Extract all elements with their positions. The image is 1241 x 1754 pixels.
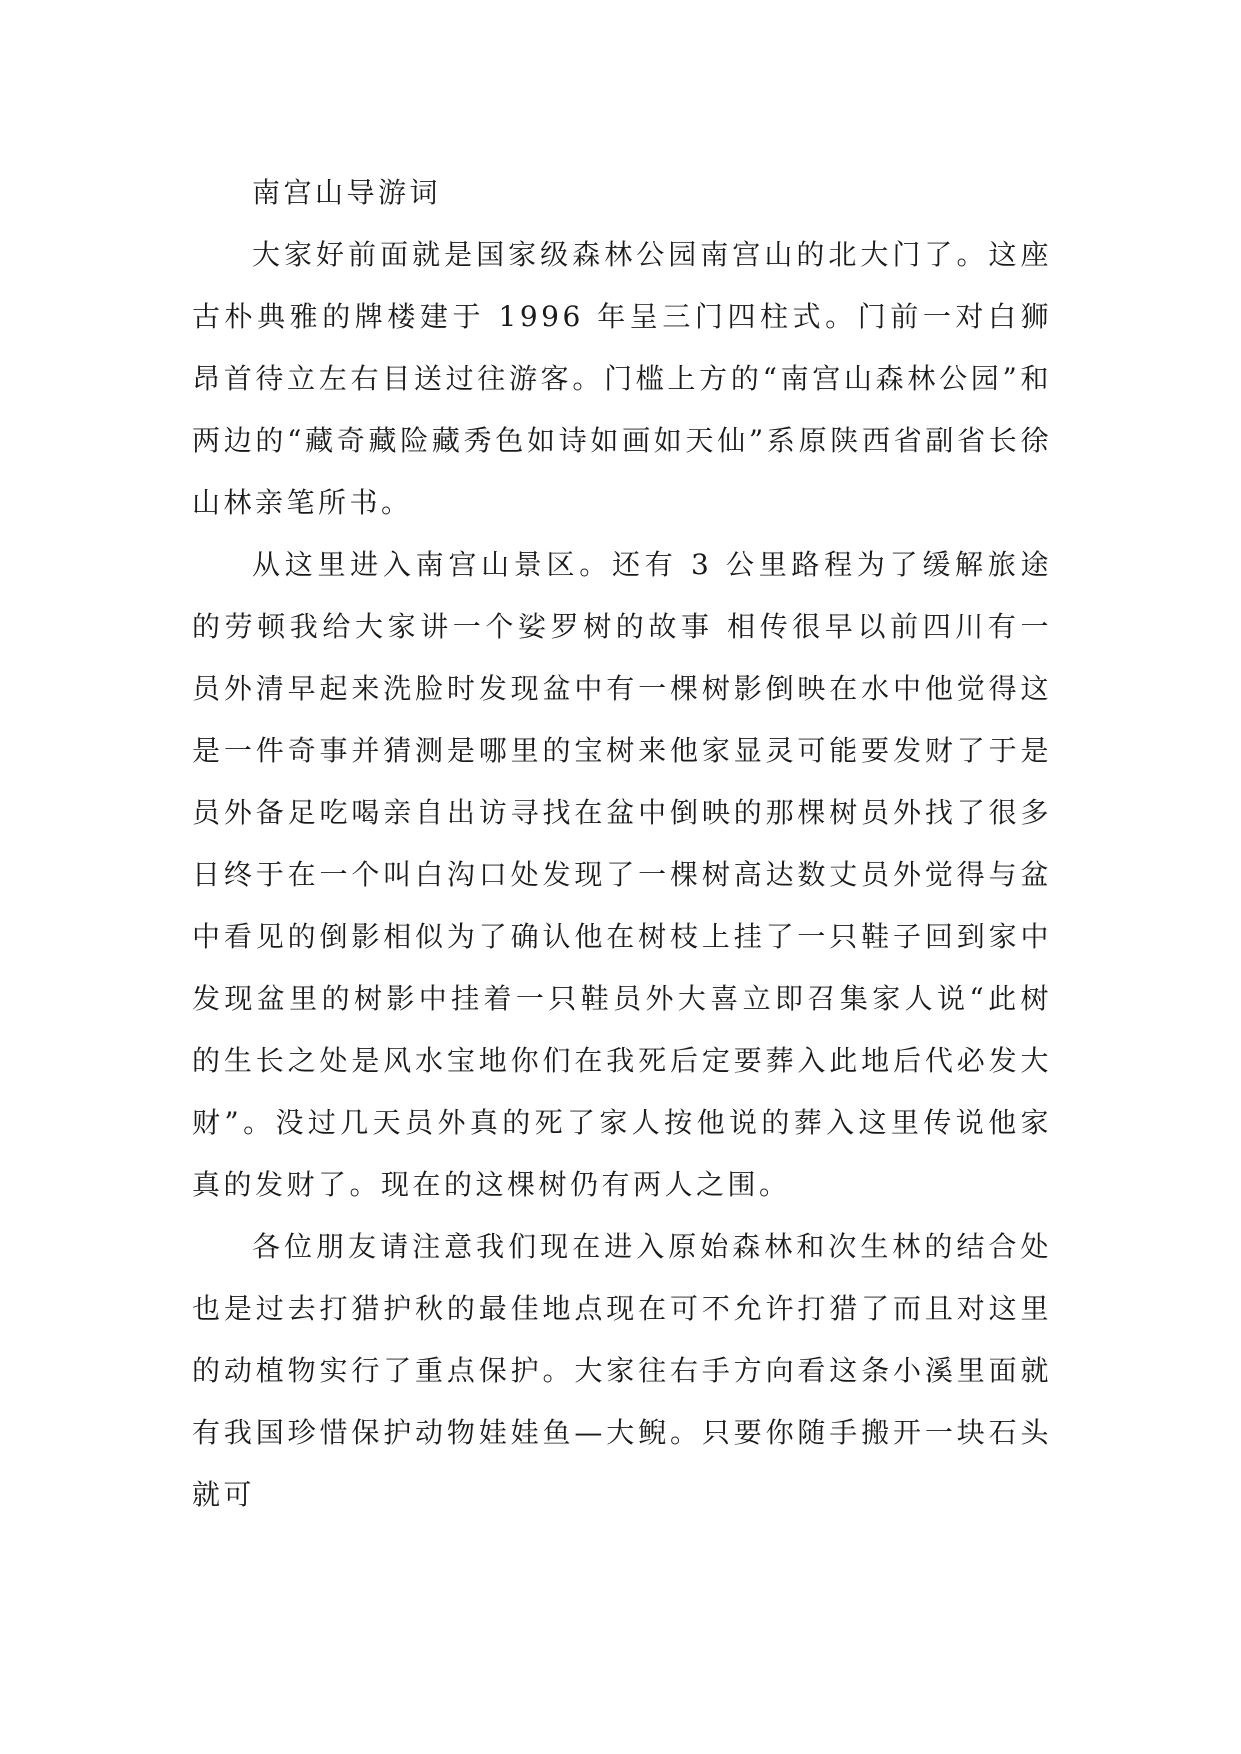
paragraph-sala-tree-story: 从这里进入南宫山景区。还有 3 公里路程为了缓解旅途的劳顿我给大家讲一个娑罗树的故事 相传很早以前四川有一员外清早起来洗脸时发现盆中有一棵树影倒映在水中他觉得这是一件奇事并猜测是哪里的宝树来他家显灵可能要发财了于是员外备足吃喝亲自出访寻找在盆中倒映的那棵树员外找了很多日终于在一个叫白沟口处发现了一棵树高达数丈员外觉得与盆中看见的倒影相似为了确认他在树枝上挂了一只鞋子回到家中发现盆里的树影中挂着一只鞋员外大喜立即召集家人说“此树的生长之处是风水宝地你们在我死后定要葬入此地后代必发大财”。没过几天员外真的死了家人按他说的葬入这里传说他家真的发财了。现在的这棵树仍有两人之围。 bbox=[192, 548, 1052, 1201]
document-title: 南宫山导游词 bbox=[252, 176, 442, 209]
paragraph-gate-intro: 大家好前面就是国家级森林公园南宫山的北大门了。这座古朴典雅的牌楼建于 1996 年呈三门四柱式。门前一对白狮昂首待立左右目送过往游客。门槛上方的“南宫山森林公园”和两边的“藏奇藏险藏秀色如诗如画如天仙”系原陕西省副省长徐山林亲笔所书。 bbox=[192, 238, 1052, 519]
document-body bbox=[192, 162, 1052, 1526]
paragraph-forest-protection: 各位朋友请注意我们现在进入原始森林和次生林的结合处也是过去打猎护秋的最佳地点现在可不允许打猎了而且对这里的动植物实行了重点保护。大家往右手方向看这条小溪里面就有我国珍惜保护动物娃娃鱼—大鲵。只要你随手搬开一块石头就可 bbox=[192, 1230, 1052, 1511]
